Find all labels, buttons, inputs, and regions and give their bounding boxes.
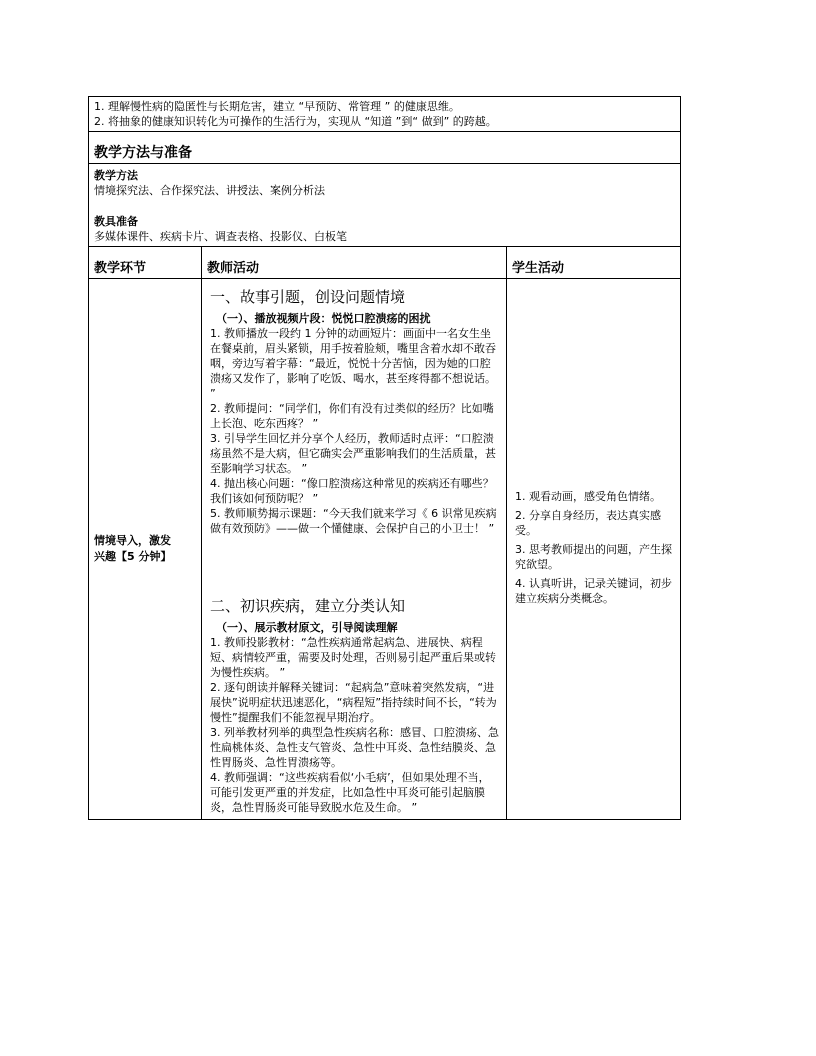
method-label: 教学方法 — [94, 169, 138, 182]
methods-heading: 教学方法与准备 — [89, 132, 681, 164]
column-header-teacher: 教师活动 — [202, 247, 507, 279]
stage-label-line: 情境导入，激发 — [94, 534, 171, 547]
part1-subtitle: （一）、播放视频片段：悦悦口腔溃疡的困扰 — [216, 312, 431, 325]
goals-cell — [89, 97, 681, 132]
teacher-step: 5. 教师顺势揭示课题：“今天我们就来学习《 6 识常见疾病 做有效预防》——做一个懂健康、会保护自己的小卫士！ ” — [210, 507, 497, 535]
column-header-stage: 教学环节 — [89, 247, 202, 279]
teacher-step: 1. 教师投影教材：“急性疾病通常起病急、进展快、病程短、病情较严重，需要及时处理，否则易引起严重后果或转为慢性疾病。 ” — [210, 636, 496, 679]
teacher-step: 2. 逐句朗读并解释关键词：“起病急”意味着突然发病，“进展快”说明症状迅速恶化，“病程短”指持续时间不长，“转为慢性”提醒我们不能忽视早期治疗。 — [210, 681, 497, 724]
lesson-plan-table — [88, 96, 681, 820]
student-activity-cell — [507, 279, 681, 820]
teacher-step: 4. 抛出核心问题：“像口腔溃疡这种常见的疾病还有哪些？我们该如何预防呢？ ” — [210, 477, 494, 505]
column-header-row — [89, 247, 681, 279]
part1-title: 一、故事引题，创设问题情境 — [210, 288, 406, 306]
teacher-activity-cell — [202, 279, 507, 820]
teacher-step: 3. 引导学生回忆并分享个人经历，教师适时点评：“口腔溃疡虽然不是大病，但它确实会严重影响我们的生活质量，甚至影响学习状态。 ” — [210, 432, 496, 475]
part2-subtitle: （一）、展示教材原文，引导阅读理解 — [216, 621, 398, 634]
student-step: 2. 分享自身经历，表达真实感受。 — [515, 508, 661, 537]
lesson-plan-page — [88, 96, 680, 820]
activity-row — [89, 279, 681, 820]
goals-row — [89, 97, 681, 132]
goal-item: 1. 理解慢性病的隐匿性与长期危害，建立 “早预防、常管理 ” 的健康思维。 — [94, 100, 460, 113]
stage-label-line: 兴趣【5 分钟】 — [94, 550, 172, 563]
method-text: 情境探究法、合作探究法、讲授法、案例分析法 — [94, 184, 325, 197]
methods-row — [89, 164, 681, 247]
part2-title: 二、初识疾病，建立分类认知 — [210, 597, 406, 615]
goal-item: 2. 将抽象的健康知识转化为可操作的生活行为，实现从 “知道 ”到“ 做到” 的跨越。 — [94, 115, 497, 128]
methods-cell — [89, 164, 681, 247]
teacher-step: 3. 列举教材列举的典型急性疾病名称：感冒、口腔溃疡、急性扁桃体炎、急性支气管炎、急性中耳炎、急性结膜炎、急性胃肠炎、急性胃溃疡等。 — [210, 726, 499, 769]
methods-heading-row — [89, 132, 681, 164]
student-step: 4. 认真听讲，记录关键词，初步建立疾病分类概念。 — [515, 576, 672, 605]
student-step: 3. 思考教师提出的问题，产生探究欲望。 — [515, 542, 672, 571]
tools-label: 教具准备 — [94, 215, 138, 228]
teacher-step: 2. 教师提问：“同学们，你们有没有过类似的经历？比如嘴上长泡、吃东西疼？ ” — [210, 402, 494, 430]
teacher-step: 4. 教师强调：“这些疾病看似‘小毛病’，但如果处理不当，可能引发更严重的并发症，比如急性中耳炎可能引起脑膜炎，急性胃肠炎可能导致脱水危及生命。 ” — [210, 771, 490, 814]
tools-text: 多媒体课件、疾病卡片、调查表格、投影仪、白板笔 — [94, 230, 347, 243]
student-step: 1. 观看动画，感受角色情绪。 — [515, 489, 661, 503]
stage-cell — [89, 279, 202, 820]
column-header-student: 学生活动 — [507, 247, 681, 279]
teacher-step: 1. 教师播放一段约 1 分钟的动画短片：画面中一名女生坐在餐桌前，眉头紧锁，用手按着脸颊，嘴里含着水却不敢吞咽，旁边写着字幕：“最近，悦悦十分苦恼，因为她的口腔溃疡又发作了，影响了吃饭、喝水，甚至疼得都不想说话。 ” — [210, 327, 496, 400]
